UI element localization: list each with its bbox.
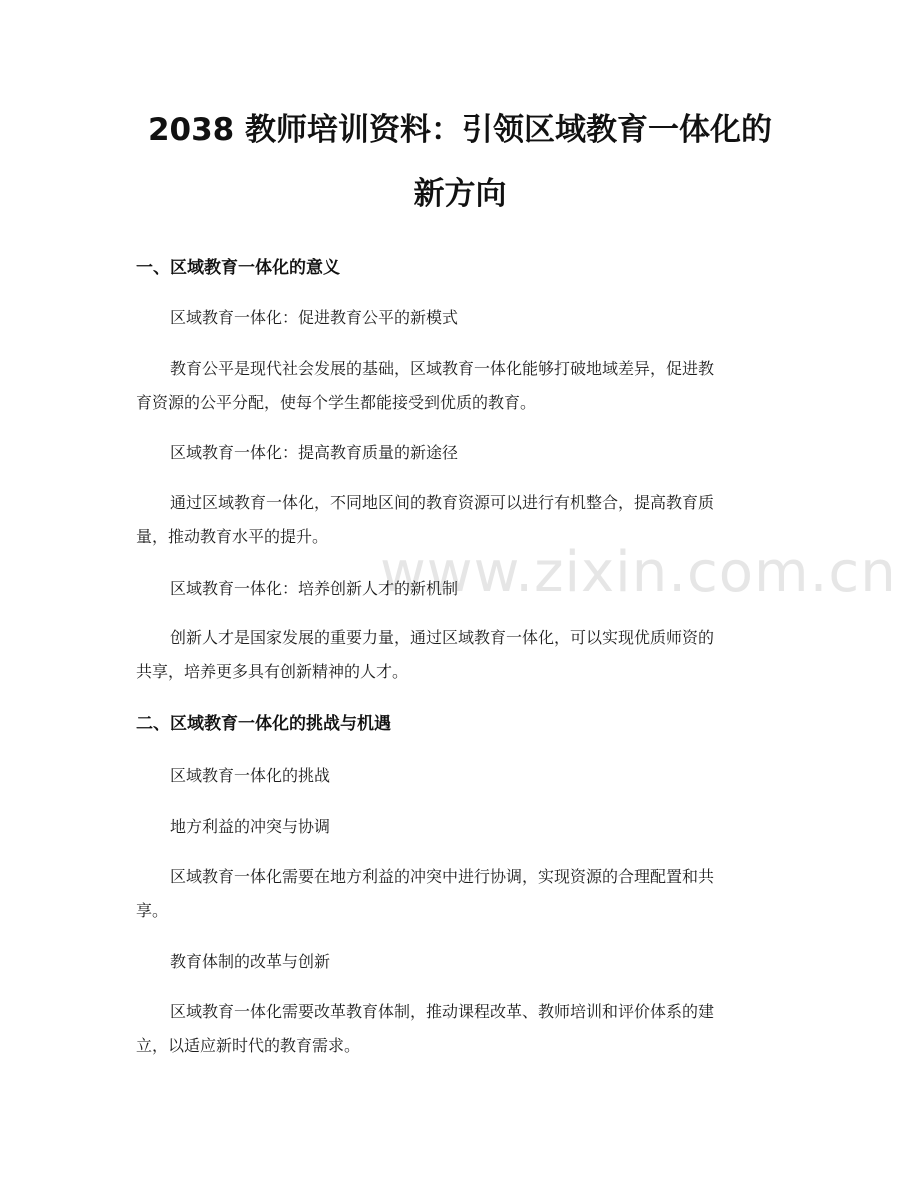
document-title-line-1: 2038 教师培训资料：引领区域教育一体化的	[147, 112, 773, 148]
paragraph-line: 创新人才是国家发展的重要力量，通过区域教育一体化，可以实现优质师资的	[170, 628, 715, 647]
paragraph-line: 立，以适应新时代的教育需求。	[136, 1036, 361, 1055]
paragraph-line: 共享，培养更多具有创新精神的人才。	[136, 662, 409, 681]
paragraph-line: 区域教育一体化需要改革教育体制，推动课程改革、教师培训和评价体系的建	[170, 1002, 715, 1021]
section-2-heading: 二、区域教育一体化的挑战与机遇	[136, 714, 391, 734]
section-1-subheading-1: 区域教育一体化：促进教育公平的新模式	[170, 308, 459, 327]
section-1-subheading-3: 区域教育一体化：培养创新人才的新机制	[170, 579, 459, 598]
section-2-paragraph-1	[136, 866, 786, 922]
watermark: www.zixin.com.cn	[380, 540, 897, 605]
paragraph-line: 区域教育一体化需要在地方利益的冲突中进行协调，实现资源的合理配置和共	[170, 867, 715, 886]
section-1-subheading-2: 区域教育一体化：提高教育质量的新途径	[170, 443, 459, 462]
paragraph-line: 量，推动教育水平的提升。	[136, 527, 329, 546]
section-1-paragraph-1	[136, 358, 786, 414]
section-2-subheading-3: 教育体制的改革与创新	[170, 952, 331, 971]
paragraph-line: 教育公平是现代社会发展的基础，区域教育一体化能够打破地域差异，促进教	[170, 359, 715, 378]
document-title-line-2: 新方向	[413, 176, 507, 212]
paragraph-line: 通过区域教育一体化，不同地区间的教育资源可以进行有机整合，提高教育质	[170, 493, 715, 512]
section-1-heading: 一、区域教育一体化的意义	[136, 258, 340, 278]
section-2-subheading-1: 区域教育一体化的挑战	[170, 766, 331, 785]
paragraph-line: 享。	[136, 901, 169, 920]
paragraph-line: 育资源的公平分配，使每个学生都能接受到优质的教育。	[136, 393, 537, 412]
section-1-paragraph-3	[136, 627, 786, 683]
section-2-subheading-2: 地方利益的冲突与协调	[170, 817, 331, 836]
section-2-paragraph-2	[136, 1001, 786, 1057]
section-1-paragraph-2	[136, 492, 786, 548]
